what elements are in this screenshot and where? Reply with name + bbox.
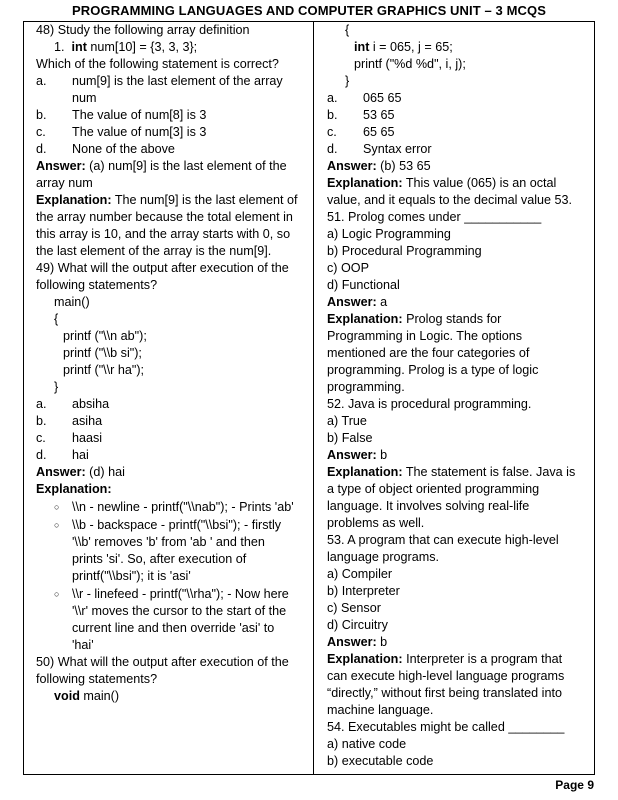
bullet-circle-icon: ○ xyxy=(54,502,60,512)
bullet-item xyxy=(36,586,298,654)
answer-text: (a) num[9] is the last element of the array num xyxy=(36,159,287,190)
option-a xyxy=(36,396,298,413)
option-letter: b. xyxy=(36,108,47,122)
explanation-label: Explanation: xyxy=(327,652,403,666)
answer-label: Answer: xyxy=(327,159,377,173)
code-text: i = 065, j = 65; xyxy=(369,40,453,54)
left-column xyxy=(36,22,298,705)
code-line xyxy=(36,688,298,705)
code-line: { xyxy=(345,23,350,37)
code-keyword: int xyxy=(354,40,370,54)
explanation-label: Explanation: xyxy=(327,465,403,479)
bullet-text: \\n - newline - printf("\\nab"); - Prints 'ab' xyxy=(72,500,294,514)
bullet-item xyxy=(36,499,298,516)
option-letter: b. xyxy=(36,414,47,428)
answer-label: Answer: xyxy=(36,159,86,173)
question-49: 49) What will the output after execution of the following statements? xyxy=(36,261,289,292)
bullet-item xyxy=(36,517,298,585)
bullet-circle-icon: ○ xyxy=(54,589,60,599)
option-a xyxy=(36,73,298,107)
code-line: } xyxy=(345,74,350,88)
explanation-text: The num[9] is the last element of the array number because the total element in this array is 10, and the array starts with 0, so the last element of the array is the num[9]. xyxy=(36,193,298,258)
answer-text: (d) hai xyxy=(85,465,125,479)
page-title: PROGRAMMING LANGUAGES AND COMPUTER GRAPHICS UNIT – 3 MCQS xyxy=(72,3,546,18)
explanation-text: This value (065) is an octal value, and it equals to the decimal value 53. xyxy=(327,176,573,207)
code-line: printf ("%d %d", i, j); xyxy=(354,57,466,71)
option-b: b) executable code xyxy=(327,754,434,768)
explanation xyxy=(327,651,579,719)
option-text: None of the above xyxy=(72,142,175,156)
option-d: d) Functional xyxy=(327,278,400,292)
option-b xyxy=(36,413,298,430)
option-a: a) native code xyxy=(327,737,407,751)
option-text: 53 65 xyxy=(363,108,395,122)
code-line xyxy=(327,39,579,56)
option-text: The value of num[3] is 3 xyxy=(72,125,207,139)
option-letter: a. xyxy=(36,397,47,411)
option-text: 065 65 xyxy=(363,91,402,105)
code-line-number: 1. xyxy=(54,40,65,54)
right-column xyxy=(327,22,579,770)
option-b xyxy=(327,107,579,124)
option-letter: d. xyxy=(36,448,47,462)
bullet-circle-icon: ○ xyxy=(54,520,60,530)
explanation-label: Explanation: xyxy=(36,193,112,207)
answer xyxy=(327,294,579,311)
option-text: absiha xyxy=(72,397,110,411)
explanation-text: Interpreter is a program that can execute high-level language programs “directly,” without first being translated into machine language. xyxy=(327,652,565,717)
option-text: hai xyxy=(72,448,89,462)
option-b xyxy=(36,107,298,124)
option-letter: c. xyxy=(36,125,46,139)
option-d xyxy=(327,141,579,158)
answer-label: Answer: xyxy=(327,635,377,649)
code-line: printf ("\\r ha"); xyxy=(63,363,145,377)
explanation-text: Prolog stands for Programming in Logic. The options mentioned are the four categories of programming. Prolog is a type of logic programming. xyxy=(327,312,539,394)
option-c xyxy=(36,124,298,141)
question-51: 51. Prolog comes under ___________ xyxy=(327,210,542,224)
option-letter: b. xyxy=(327,108,338,122)
answer-text: (b) 53 65 xyxy=(376,159,431,173)
option-letter: d. xyxy=(327,142,338,156)
question-prompt: Which of the following statement is correct? xyxy=(36,57,279,71)
column-divider xyxy=(313,21,314,775)
answer-label: Answer: xyxy=(327,448,377,462)
question-52: 52. Java is procedural programming. xyxy=(327,397,532,411)
explanation-text: The statement is false. Java is a type of object oriented programming language. It involves solving real-life problems as well. xyxy=(327,465,576,530)
question-54: 54. Executables might be called ________ xyxy=(327,720,565,734)
answer xyxy=(327,158,579,175)
explanation xyxy=(327,175,579,209)
option-b: b) Procedural Programming xyxy=(327,244,482,258)
answer xyxy=(36,464,298,481)
option-text: num[9] is the last element of the array num xyxy=(72,74,283,105)
answer-label: Answer: xyxy=(36,465,86,479)
option-c: c) OOP xyxy=(327,261,369,275)
code-keyword: void xyxy=(54,689,80,703)
bullet-text: \\r - linefeed - printf("\\rha"); - Now here '\\r' moves the cursor to the start of the current line and then override 'asi' to 'hai' xyxy=(72,587,289,652)
answer xyxy=(327,634,579,651)
explanation-label: Explanation: xyxy=(327,176,403,190)
option-text: Syntax error xyxy=(363,142,432,156)
option-text: The value of num[8] is 3 xyxy=(72,108,207,122)
explanation xyxy=(36,192,298,260)
answer-text: a xyxy=(376,295,388,309)
option-letter: a. xyxy=(36,74,47,88)
code-line: { xyxy=(54,312,59,326)
code-line: printf ("\\b si"); xyxy=(63,346,142,360)
explanation-label: Explanation: xyxy=(36,482,112,496)
question-48: 48) Study the following array definition xyxy=(36,23,250,37)
option-c: c) Sensor xyxy=(327,601,381,615)
code-keyword: int xyxy=(71,40,87,54)
option-c xyxy=(36,430,298,447)
option-d xyxy=(36,447,298,464)
option-d xyxy=(36,141,298,158)
option-b: b) False xyxy=(327,431,373,445)
option-d: d) Circuitry xyxy=(327,618,388,632)
option-letter: a. xyxy=(327,91,338,105)
explanation xyxy=(327,311,579,396)
option-c xyxy=(327,124,579,141)
answer-text: b xyxy=(376,448,388,462)
option-b: b) Interpreter xyxy=(327,584,400,598)
page-number: Page 9 xyxy=(555,778,594,792)
answer-label: Answer: xyxy=(327,295,377,309)
question-53: 53. A program that can execute high-level language programs. xyxy=(327,533,559,564)
code-line: printf ("\\n ab"); xyxy=(63,329,147,343)
option-text: asiha xyxy=(72,414,103,428)
explanation xyxy=(327,464,579,532)
explanation-label: Explanation: xyxy=(327,312,403,326)
option-a: a) True xyxy=(327,414,367,428)
option-letter: c. xyxy=(36,431,46,445)
option-text: haasi xyxy=(72,431,103,445)
option-a: a) Logic Programming xyxy=(327,227,451,241)
code-text: num[10] = {3, 3, 3}; xyxy=(86,40,198,54)
option-letter: d. xyxy=(36,142,47,156)
question-50: 50) What will the output after execution of the following statements? xyxy=(36,655,289,686)
option-a xyxy=(327,90,579,107)
option-text: 65 65 xyxy=(363,125,395,139)
code-text: main() xyxy=(79,689,120,703)
bullet-text: \\b - backspace - printf("\\bsi"); - firstly '\\b' removes 'b' from 'ab ' and then prints 'si'. So, after execution of printf("\\bsi"); it is 'asi' xyxy=(72,518,282,583)
code-line xyxy=(36,39,298,56)
answer-text: b xyxy=(376,635,388,649)
answer xyxy=(327,447,579,464)
option-a: a) Compiler xyxy=(327,567,393,581)
option-letter: c. xyxy=(327,125,337,139)
answer xyxy=(36,158,298,192)
code-line: } xyxy=(54,380,59,394)
code-line: main() xyxy=(54,295,90,309)
